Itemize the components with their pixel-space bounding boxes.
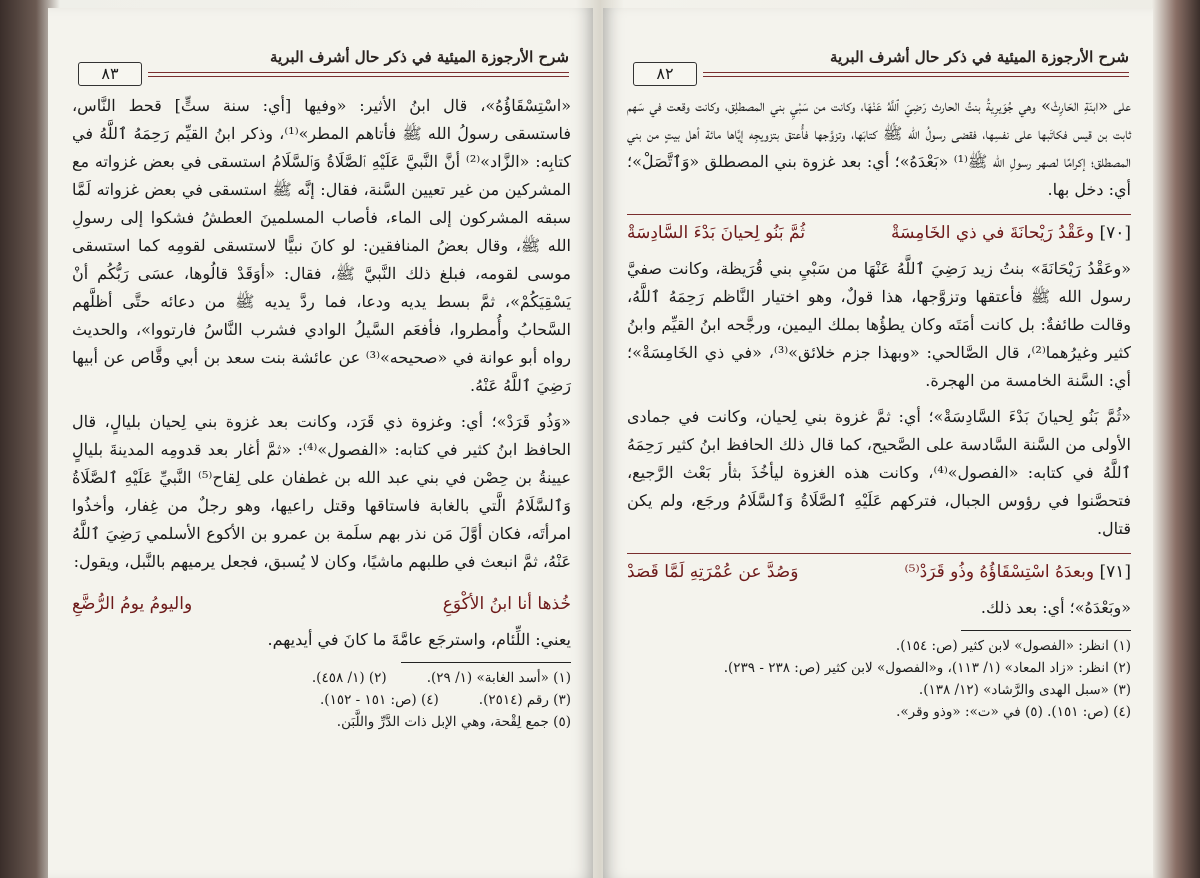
poem-verse — [627, 553, 1131, 586]
footnote: (٣) «سبل الهدى والرَّشاد» (١٢/ ١٣٨). — [918, 682, 1131, 698]
footnote: (٥) جمع لِقْحة، وهي الإبل ذات الدَّرِّ واللَّبَن. — [336, 714, 571, 730]
left-page — [48, 8, 593, 878]
running-header — [633, 48, 1129, 88]
paragraph: «وَذُو قَرَدْ»؛ أي: وغزوة ذي قَرَد، وكانت بعد غزوة بني لِحيان بليالٍ، قال الحافظ ابنُ كثير في كتابه: «الفصول»⁽⁴⁾: «ثمَّ أغار بعد قدومِه المدينةَ بليالٍ عيينةُ بن حِصْن في بني عبد الله بن غطفان على لِقاح⁽⁵⁾ النَّبيِّ عَلَيْهِ ٱلصَّلَاةُ وَٱلسَّلَامُ الَّتي بالغابة فاستاقها وقتل راعيها، وهو رجلٌ من غِفار، وأخذُوا امرأتَه، فكان أوَّلَ مَن نذر بهم سلَمة بن عمرو بن الأكوع الأسلمي رَضِيَ ٱللَّهُ عَنْهُ، ثمَّ انبعث في طلبهم ماشيًا، وكان لا يُسبق، فجعل يرميهم بالنَّبل، ويقول: — [72, 412, 571, 571]
header-rule — [703, 72, 1129, 77]
footnote: (٣) رقم (٢٥١٤). — [478, 692, 571, 708]
verse-hemistich-right — [904, 558, 1131, 586]
paragraph: «اسْتِسْقَاؤُهُ»، قال ابنُ الأثير: «وفيها [أي: سنة ستٍّ] قحط النَّاس، فاستسقى رسولُ الله ﷺ فأتاهم المطر»⁽¹⁾، وذكر ابنُ القيِّم رَحِمَهُ ٱللَّهُ في كتابِه: «الزَّاد»⁽²⁾ أنَّ النَّبيَّ عَلَيْهِ ٱلصَّلَاةُ وَٱلسَّلَامُ استسقى في بعض غزواته مع المشركين من غير تعيين السَّنة، فقال: إنَّه ﷺ استسقى في بعض غزواته لَمَّا سبقه المشركون إلى الماء، فأصاب المسلمينَ العطشُ فشكوا إلى رسولِ الله ﷺ، وقال بعضُ المنافقين: لو كانَ نبيًّا لاستسقى لقومِه كما استسقى موسى لقومه، فبلغ ذلك النَّبيَّ ﷺ، فقال: «أوَقَدْ قالُوها، عسَى رَبُّكُم أنْ يَسْقِيَكُمْ»، ثمَّ بسط يديه ودعا، فما ردَّ يديه ﷺ من دعائه حتَّى أظلَّهم السَّحابُ وأُمطروا، فأفعَم السَّيلُ الوادي فشرب النَّاسُ فارتووا»، والحديث رواه أبو عوانة في «صحيحه»⁽³⁾ عن عائشة بنت سعد بن أبي وقَّاص عن أبيها رَضِيَ ٱللَّهُ عَنْهُ. — [72, 96, 571, 395]
verse-hemistich-left: واليومُ يومُ الرُّضَّعِ — [72, 594, 193, 614]
running-header — [78, 48, 569, 88]
header-title: شرح الأرجوزة الميئية في ذكر حال أشرف البرية — [829, 48, 1129, 66]
footnote-rule — [961, 630, 1131, 631]
footnote-row — [72, 689, 571, 711]
verse-hemistich-left: وَصُدَّ عن عُمْرَتِهِ لَمَّا قَصَدْ — [627, 562, 799, 582]
footnote: (٢) (١/ ٤٥٨). — [311, 670, 387, 686]
header-rule — [148, 72, 569, 77]
verse-hemistich-right — [891, 219, 1131, 247]
header-title: شرح الأرجوزة الميئية في ذكر حال أشرف البرية — [269, 48, 569, 66]
paragraph: «وبَعْدَهُ»؛ أي: بعد ذلك. — [980, 598, 1131, 617]
footnote-row — [72, 711, 571, 733]
page-number: ٨٢ — [633, 62, 697, 86]
footnote: (٤) (ص: ١٥١). (٥) في «ت»: «وذو وقر». — [896, 704, 1131, 720]
right-page — [603, 8, 1153, 878]
verse-text: وبعدَهُ اسْتِسْقَاؤُهُ وذُو قَرَدْ⁽⁵⁾ — [904, 562, 1095, 582]
page-body — [72, 92, 571, 733]
footnote: (٤) (ص: ١٥١ - ١٥٢). — [320, 692, 439, 708]
poem-verse — [627, 214, 1131, 247]
footnotes — [72, 667, 571, 733]
footnote-row — [72, 667, 571, 689]
footnote: (١) «أسد الغابة» (١/ ٢٩). — [426, 670, 571, 686]
paragraph: على «ابنَةِ الحَارِثْ» وهي جُوَيرِيةُ بنتُ الحارث رَضِيَ ٱللَّهُ عَنْهَا، وكانت من سَبْيِ بني المصطلِق، وكانت وقعت في سَهم ثابت بن قيس فكاتَبها على نفسِها، فقضى رسولُ الله ﷺ كتابَها، وتزوَّجها فأُعتق بتزويجِه إيَّاها مائة أهل بيتٍ من بني المصطلق؛ إكرامًا لصهر رسولِ الله ﷺ⁽¹⁾ «بَعْدَهُ»؛ أي: بعد غزوة بني المصطلق «وَٱتَّصَلْ»؛ أي: دخل بها. — [627, 96, 1132, 199]
footnote-rule — [401, 662, 571, 663]
paragraph: يعني: اللِّئام، واسترجَع عامَّةَ ما كانَ في أيديهم. — [267, 630, 571, 649]
verse-hemistich-left: ثُمَّ بَنُو لِحيانَ بَدْءَ السَّادِسَةْ — [627, 223, 806, 243]
footnote: (٢) انظر: «زاد المعاد» (١/ ١١٣)، و«الفصول» لابن كثير (ص: ٢٣٨ - ٢٣٩). — [723, 660, 1131, 676]
verse-hemistich-right: خُذها أنا ابنُ الأكْوَعِ — [442, 594, 571, 614]
verse-number: [٧٠] — [1099, 223, 1131, 243]
page-body — [627, 92, 1131, 723]
paragraph: «وعَقْدُ رَيْحَانَةَ» بنتُ زيد رَضِيَ ٱللَّهُ عَنْهَا من سَبْيِ بني قُرَيظة، وكانت صفيَّ رسول الله ﷺ فأعتقها وتزوَّجها، هذا قولٌ، وهو اختيار النَّاظم رَحِمَهُ ٱللَّهُ، وقالت طائفةٌ: بل كانت أمَتَه وكان يطؤُها بملك اليمين، ورجَّحه ابنُ القيِّم وابنُ كثير وغيرُهما⁽²⁾، قال الصَّالحي: «وبهذا جزم خلائق»⁽³⁾، «في ذي الخَامِسَةْ»؛ أي: السَّنة الخامسة من الهجرة. — [627, 259, 1132, 390]
paragraph: «ثُمَّ بَنُو لِحيانَ بَدْءَ السَّادِسَةْ»؛ أي: ثمَّ غزوة بني لِحيان، وكانت في جمادى الأولى من السَّنة السَّادسة على الصَّحيح، كما قال ذلك الحافظ ابنُ كثير رَحِمَهُ ٱللَّهُ في كتابه: «الفصول»⁽⁴⁾، وكانت هذه الغزوة ليأخُذَ بثأر بَعْث الرَّجيع، فتحصَّنوا في رؤوس الجبال، فتركهم عَلَيْهِ ٱلصَّلَاةُ وَٱلسَّلَامُ ورجَع، ولم يكن قتال. — [627, 407, 1132, 538]
page-number: ٨٣ — [78, 62, 142, 86]
poem-verse — [72, 586, 571, 618]
footnote: (١) انظر: «الفصول» لابن كثير (ص: ١٥٤). — [895, 638, 1131, 654]
footnotes — [627, 635, 1131, 723]
verse-text: وعَقْدُ رَيْحانَةَ في ذي الخَامِسَةْ — [891, 223, 1095, 243]
verse-number: [٧١] — [1099, 562, 1131, 582]
